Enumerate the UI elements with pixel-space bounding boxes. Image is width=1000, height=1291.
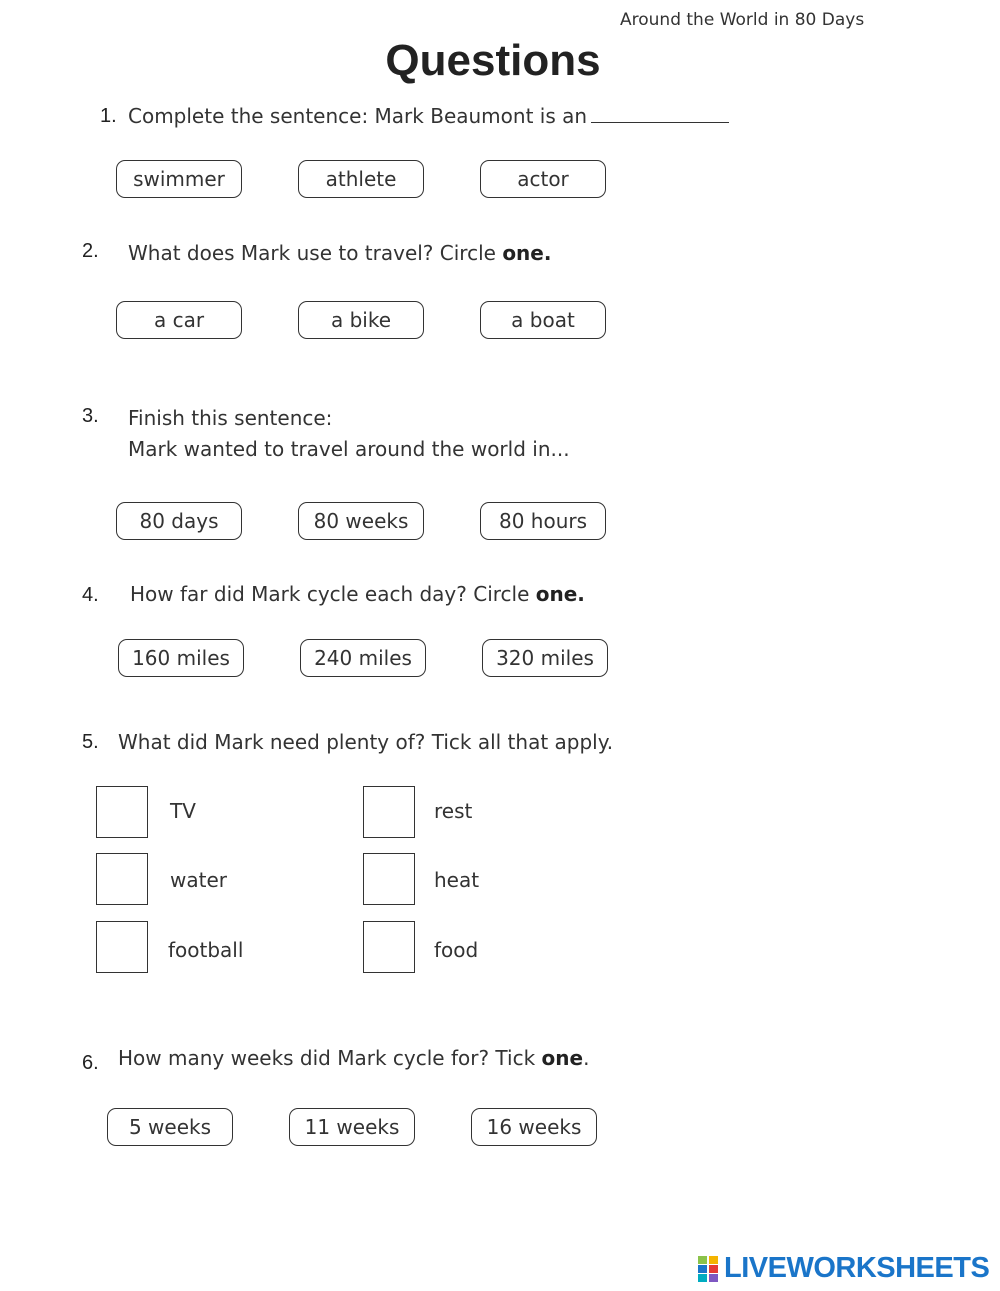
q5-tickbox-water[interactable] [96,853,148,905]
q4-option-160-miles[interactable]: 160 miles [118,639,244,677]
q2-option-boat[interactable]: a boat [480,301,606,339]
question-2-emphasis: one. [502,241,552,265]
question-2-text [128,241,551,265]
question-4-text [130,582,585,606]
question-3-line-1: Finish this sentence: [128,406,333,430]
q6-option-16-weeks[interactable]: 16 weeks [471,1108,597,1146]
question-6-number: 6. [82,1052,99,1074]
q5-tickbox-heat[interactable] [363,853,415,905]
q5-label-heat: heat [434,868,480,892]
q6-option-11-weeks[interactable]: 11 weeks [289,1108,415,1146]
q5-tickbox-food[interactable] [363,921,415,973]
q4-option-240-miles[interactable]: 240 miles [300,639,426,677]
q5-label-water: water [170,868,227,892]
question-6-emphasis: one [541,1046,584,1070]
liveworksheets-logo[interactable] [698,1252,989,1285]
q3-option-80-weeks[interactable]: 80 weeks [298,502,424,540]
q5-tickbox-tv[interactable] [96,786,148,838]
q5-label-rest: rest [434,799,473,823]
question-2-number: 2. [82,240,99,262]
worksheet-subtitle: Around the World in 80 Days [620,10,865,30]
q5-label-food: food [434,938,479,962]
question-3-line-2: Mark wanted to travel around the world in... [128,437,570,461]
question-6-text [118,1046,589,1070]
q5-tickbox-football[interactable] [96,921,148,973]
answer-blank [591,104,729,123]
liveworksheets-brand: LIVEWORKSHEETS [724,1252,990,1284]
q1-option-actor[interactable]: actor [480,160,606,198]
q5-label-football: football [168,938,244,962]
question-6-period: . [583,1046,590,1070]
question-5-text: What did Mark need plenty of? Tick all that apply. [118,730,614,754]
q6-option-5-weeks[interactable]: 5 weeks [107,1108,233,1146]
question-6-prompt: How many weeks did Mark cycle for? Tick [118,1046,536,1070]
question-4-prompt: How far did Mark cycle each day? Circle [130,582,530,606]
question-1-prompt: Complete the sentence: Mark Beaumont is an [128,104,588,128]
question-5-number: 5. [82,731,99,753]
question-4-emphasis: one. [535,582,585,606]
liveworksheets-logo-icon [698,1256,720,1282]
q3-option-80-days[interactable]: 80 days [116,502,242,540]
q1-option-swimmer[interactable]: swimmer [116,160,242,198]
q5-label-tv: TV [170,799,196,823]
q5-tickbox-rest[interactable] [363,786,415,838]
q2-option-bike[interactable]: a bike [298,301,424,339]
page-title: Questions [385,36,601,85]
q2-option-car[interactable]: a car [116,301,242,339]
question-3-number: 3. [82,405,99,427]
question-4-number: 4. [82,584,99,606]
question-1-text [128,104,729,128]
q4-option-320-miles[interactable]: 320 miles [482,639,608,677]
question-1-number: 1. [100,105,117,127]
q3-option-80-hours[interactable]: 80 hours [480,502,606,540]
q1-option-athlete[interactable]: athlete [298,160,424,198]
question-2-prompt: What does Mark use to travel? Circle [128,241,496,265]
